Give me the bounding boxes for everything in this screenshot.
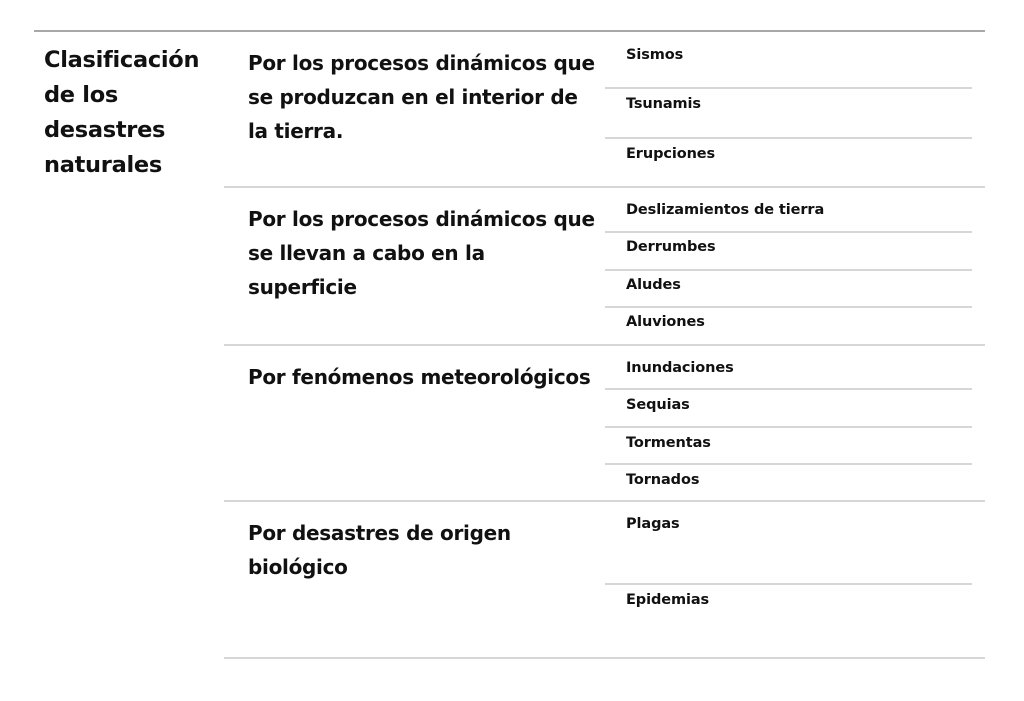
group-title: Por los procesos dinámicos que se produzcan en el interior de la tierra. bbox=[248, 51, 595, 143]
group-interior bbox=[224, 31, 985, 187]
item-divider bbox=[605, 137, 972, 139]
bottom-divider bbox=[224, 657, 985, 659]
item-inundaciones: Inundaciones bbox=[626, 360, 734, 376]
item-divider bbox=[605, 426, 972, 428]
item-divider bbox=[605, 306, 972, 308]
item-divider bbox=[605, 463, 972, 465]
item-derrumbes: Derrumbes bbox=[626, 239, 716, 255]
item-sequias: Sequias bbox=[626, 397, 690, 413]
item-tsunamis: Tsunamis bbox=[626, 96, 701, 112]
item-erupciones: Erupciones bbox=[626, 146, 716, 162]
item-epidemias: Epidemias bbox=[626, 592, 710, 608]
item-tormentas: Tormentas bbox=[626, 435, 711, 451]
item-deslizamientos: Deslizamientos de tierra bbox=[626, 202, 825, 218]
item-divider bbox=[605, 87, 972, 89]
item-aluviones: Aluviones bbox=[626, 314, 705, 330]
group-title: Por desastres de origen biológico bbox=[248, 521, 511, 579]
group-biologico bbox=[224, 502, 985, 658]
group-title: Por los procesos dinámicos que se llevan a cabo en la superficie bbox=[248, 207, 595, 299]
group-meteorologicos bbox=[224, 346, 985, 501]
group-title: Por fenómenos meteorológicos bbox=[248, 365, 591, 389]
item-divider bbox=[605, 231, 972, 233]
root-title: Clasificación de los desastres naturales bbox=[44, 47, 200, 178]
item-sismos: Sismos bbox=[626, 47, 684, 63]
item-aludes: Aludes bbox=[626, 277, 681, 293]
group-superficie bbox=[224, 188, 985, 344]
item-divider bbox=[605, 269, 972, 271]
item-divider bbox=[605, 583, 972, 585]
item-tornados: Tornados bbox=[626, 472, 700, 488]
item-divider bbox=[605, 388, 972, 390]
item-plagas: Plagas bbox=[626, 516, 680, 532]
